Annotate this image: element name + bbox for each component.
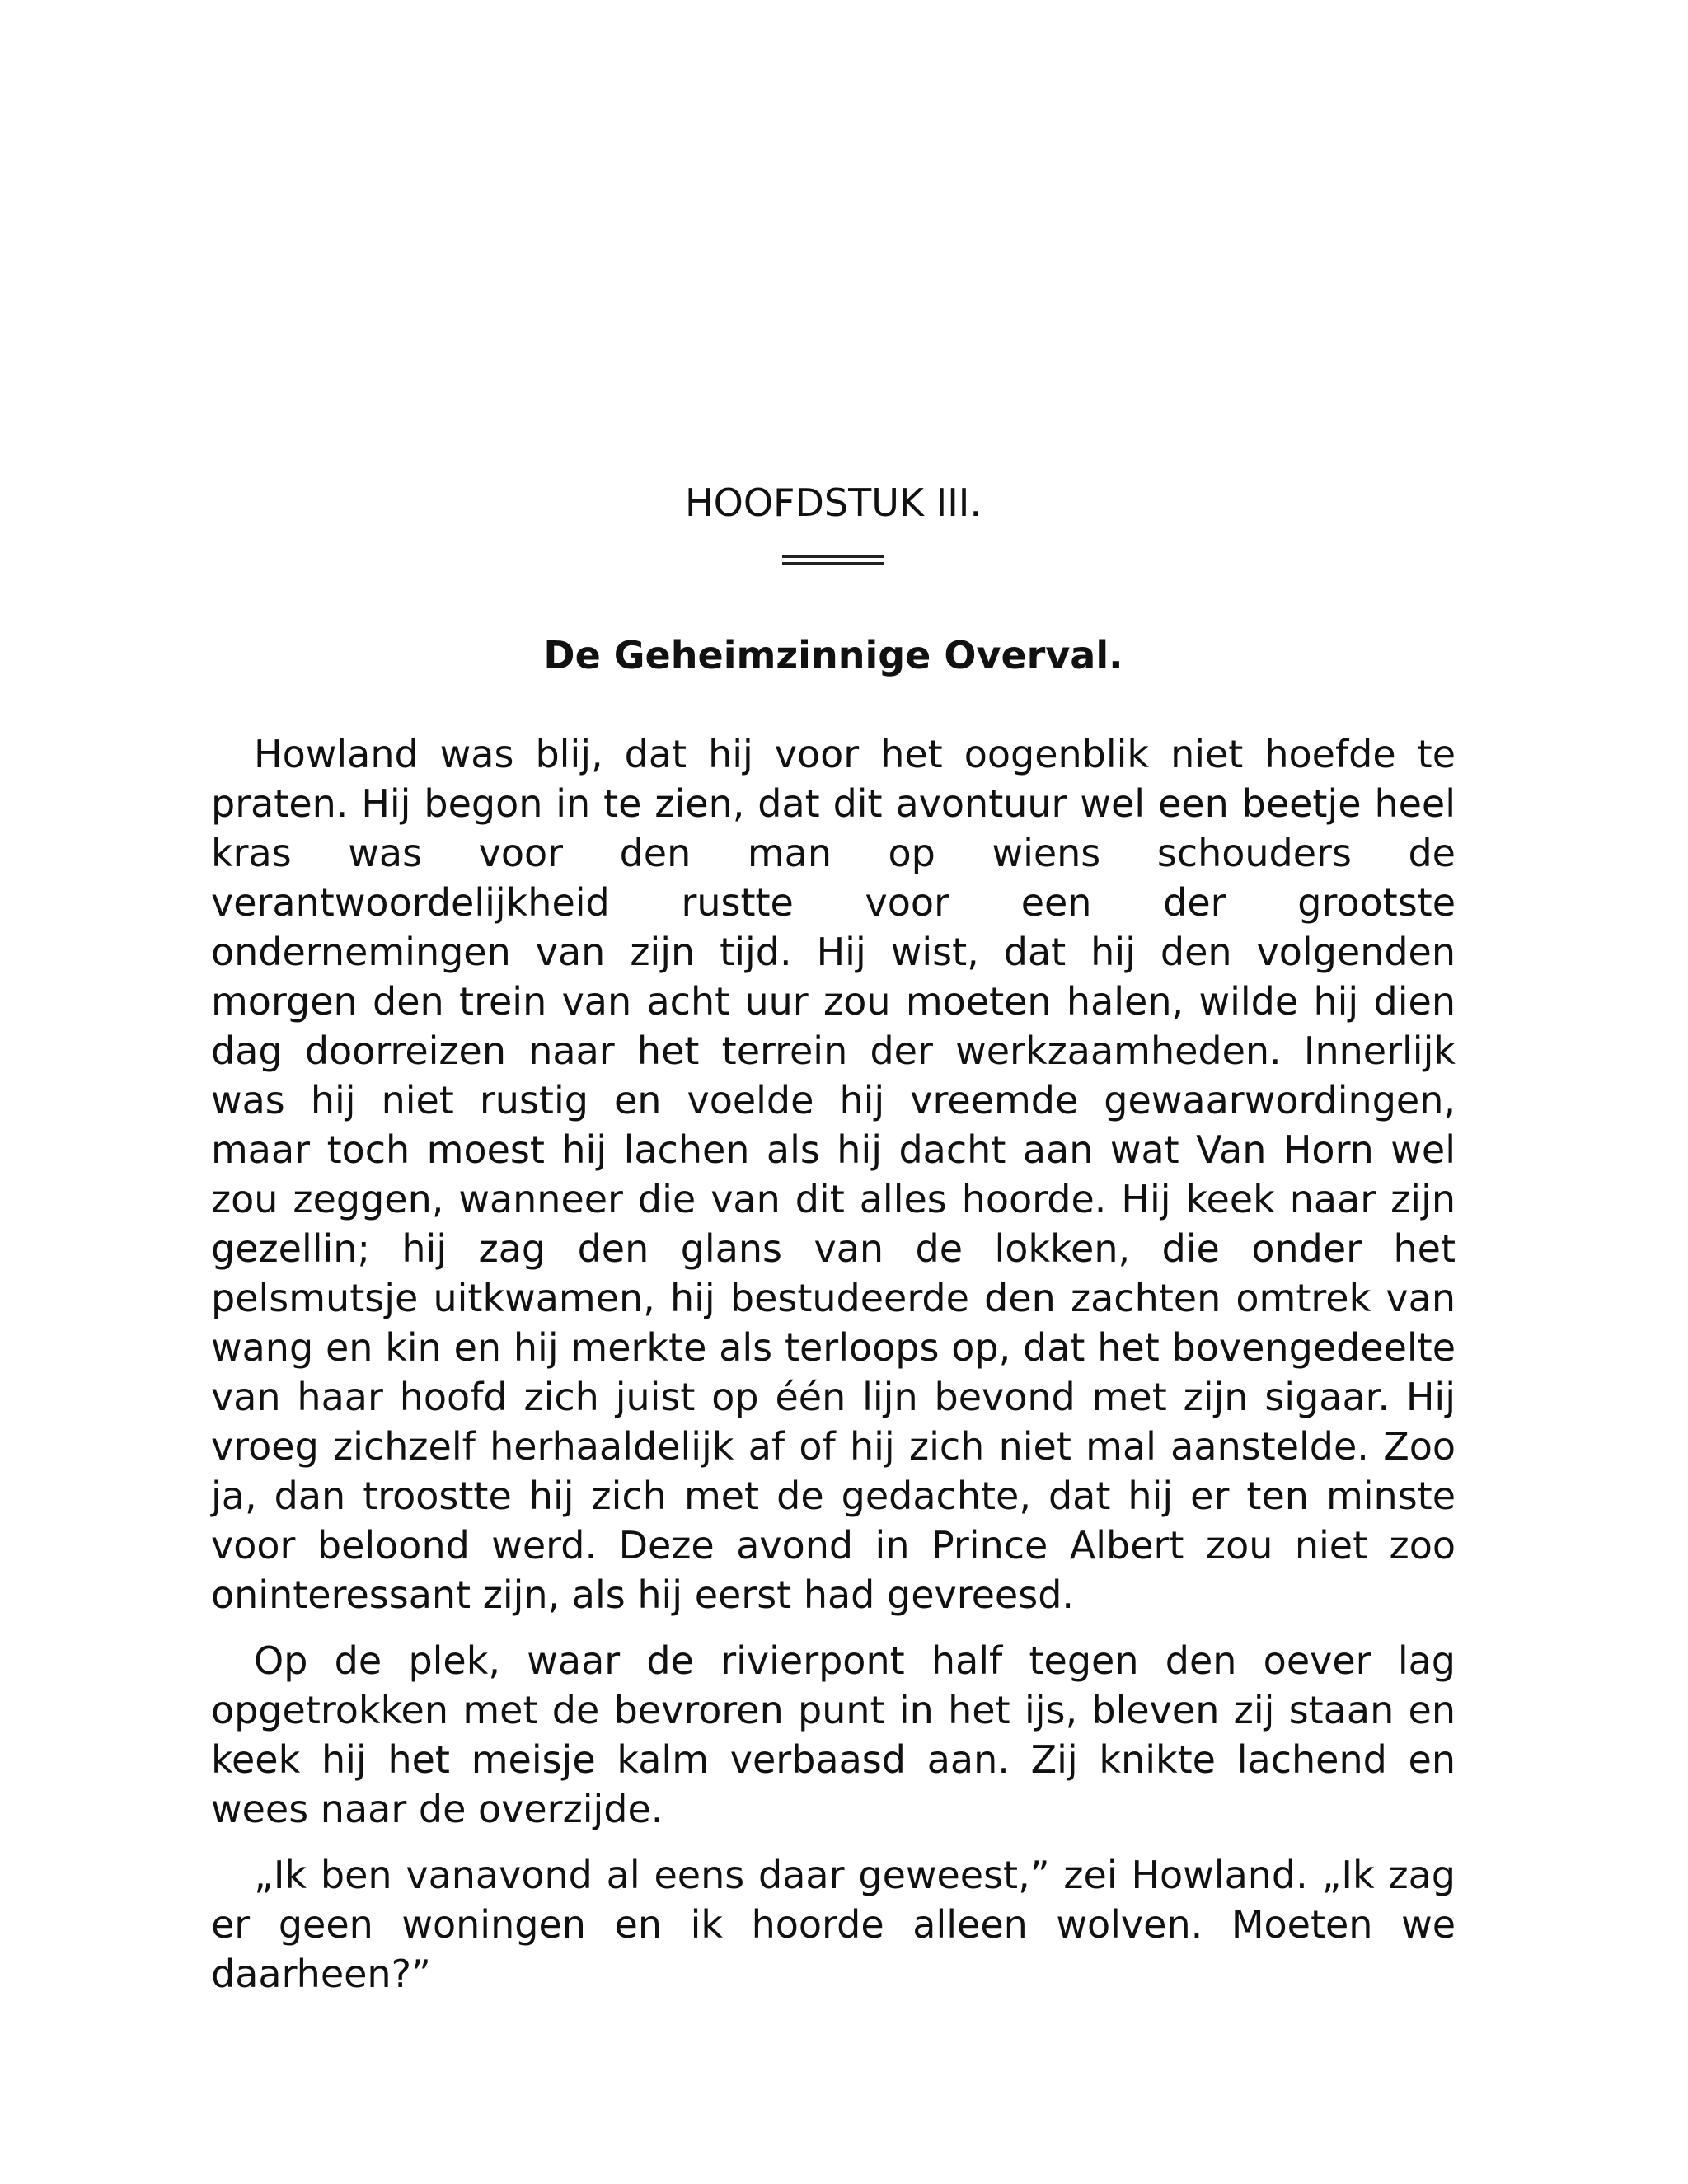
book-page	[211, 478, 1456, 2015]
chapter-separator	[782, 555, 884, 565]
paragraph: Howland was blij, dat hij voor het oogenblik niet hoefde te praten. Hij begon in te zien, dat dit avontuur wel een beetje heel kras was voor den man op wiens schouders de verantwoordelijkheid rustte voor een der grootste ondernemingen van zijn tijd. Hij wist, dat hij den volgenden morgen den trein van acht uur zou moeten halen, wilde hij dien dag doorreizen naar het terrein der werkzaamheden. Innerlijk was hij niet rustig en voelde hij vreemde gewaarwordingen, maar toch moest hij lachen als hij dacht aan wat Van Horn wel zou zeggen, wanneer die van dit alles hoorde. Hij keek naar zijn gezellin; hij zag den glans van de lokken, die onder het pelsmutsje uitkwamen, hij bestudeerde den zachten omtrek van wang en kin en hij merkte als terloops op, dat het bovengedeelte van haar hoofd zich juist op één lijn bevond met zijn sigaar. Hij vroeg zichzelf herhaaldelijk af of hij zich niet mal aanstelde. Zoo ja, dan troostte hij zich met de gedachte, dat hij er ten minste voor beloond werd. Deze avond in Prince Albert zou niet zoo oninteressant zijn, als hij eerst had gevreesd.	[211, 732, 1456, 1617]
chapter-body	[211, 729, 1456, 1999]
chapter-heading: HOOFDSTUK III.	[685, 480, 982, 525]
paragraph: Op de plek, waar de rivierpont half tegen den oever lag opgetrokken met de bevroren punt in het ijs, bleven zij staan en keek hij het meisje kalm verbaasd aan. Zij knikte lachend en wees naar de overzijde.	[211, 1638, 1456, 1831]
chapter-title: De Geheimzinnige Overval.	[543, 633, 1123, 677]
paragraph: „Ik ben vanavond al eens daar geweest,” zei Howland. „Ik zag er geen woningen en ik hoorde alleen wolven. Moeten we daarheen?”	[211, 1853, 1456, 1996]
